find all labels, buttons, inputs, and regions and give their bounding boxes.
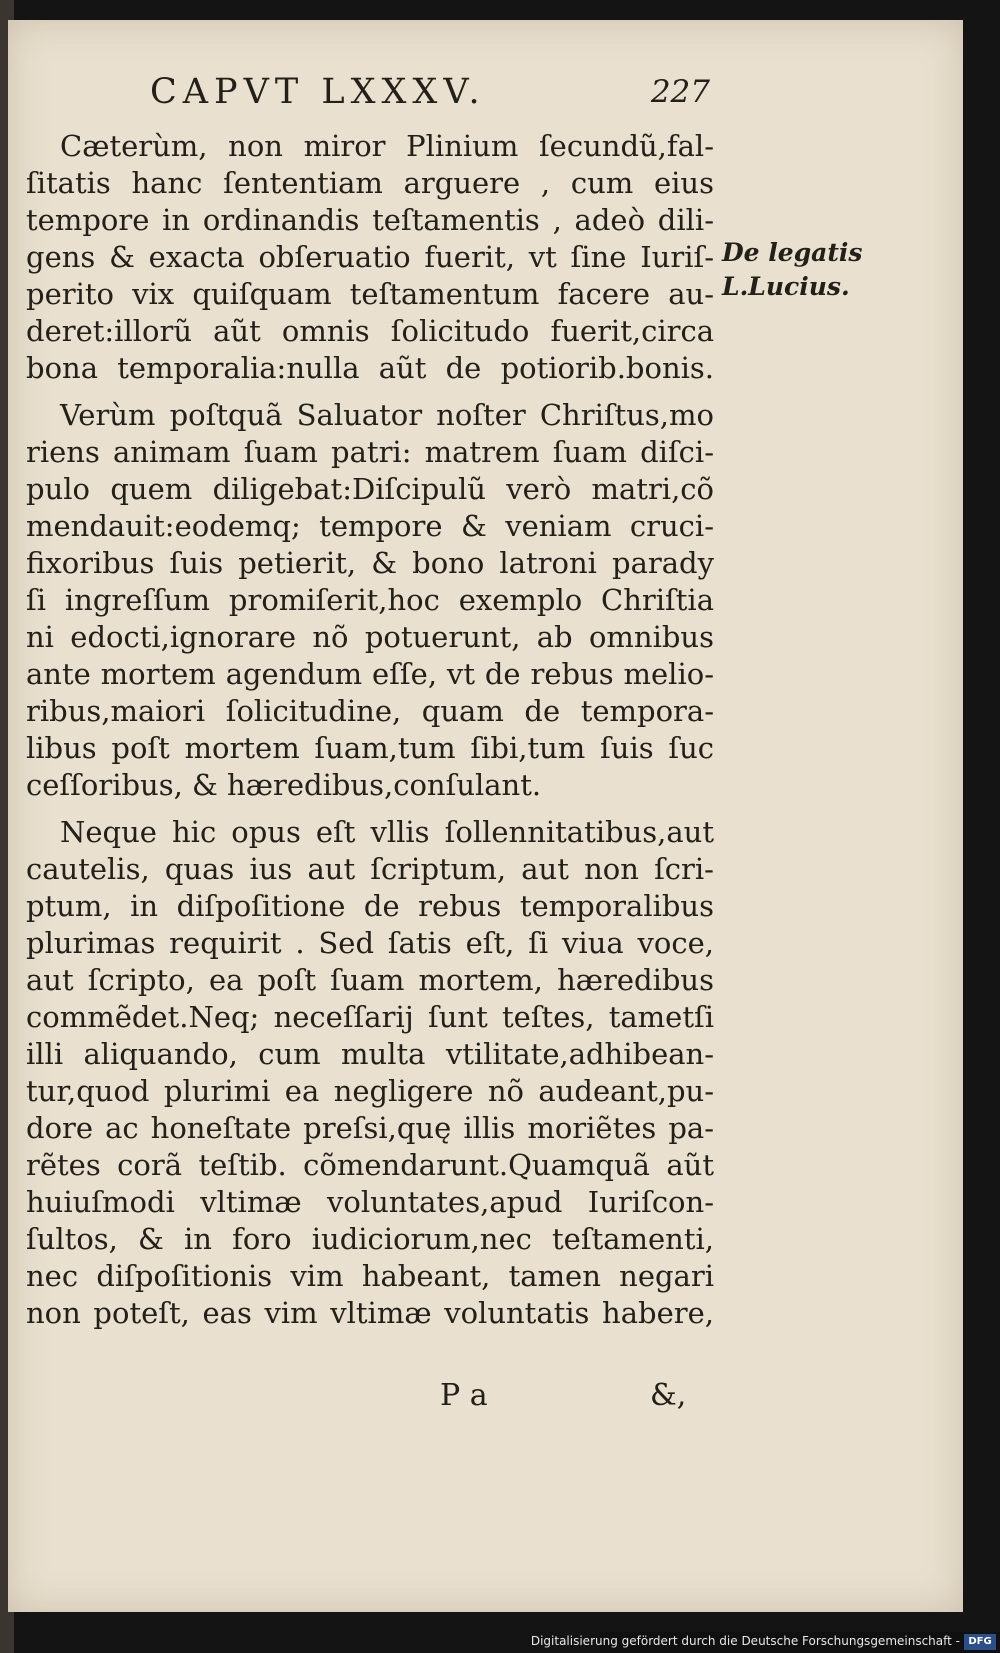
- text-line: commẽdet.Neq; neceſſarij ſunt teſtes, tametſi: [26, 1000, 714, 1034]
- text-line: ſultos, & in foro iudiciorum,nec teſtamenti,: [26, 1222, 714, 1256]
- page-header: [150, 72, 710, 122]
- signature-mark: P a: [440, 1378, 488, 1413]
- paragraph-3: [26, 814, 714, 1332]
- text-line: Verùm poſtquã Saluator noſter Chriſtus,mo: [60, 398, 714, 432]
- text-line: huiuſmodi vltimæ voluntates,apud Iuriſcon-: [26, 1185, 714, 1219]
- text-line: tempore in ordinandis teſtamentis , adeò dili-: [26, 203, 714, 237]
- marginal-note: [722, 236, 863, 304]
- text-line: gens & exacta obſeruatio fuerit, vt ſine Iuriſ-: [26, 240, 714, 274]
- digitization-credit: Digitalisierung gefördert durch die Deutsche Forschungsgemeinschaft -: [530, 1634, 960, 1648]
- text-line: libus poſt mortem ſuam,tum ſibi,tum ſuis ſuc: [26, 731, 714, 765]
- text-line: ante mortem agendum eſſe, vt de rebus melio-: [26, 657, 714, 691]
- dfg-logo: DFG: [964, 1634, 996, 1650]
- text-line: illi aliquando, cum multa vtilitate,adhibean-: [26, 1037, 714, 1071]
- text-line: ſitatis hanc ſententiam arguere , cum eius: [26, 166, 714, 200]
- text-line: fixoribus ſuis petierit, & bono latroni parady: [26, 546, 714, 580]
- text-line: ſi ingreſſum promiſerit,hoc exemplo Chriſtia: [26, 583, 714, 617]
- text-line: non poteſt, eas vim vltimæ voluntatis habere,: [26, 1296, 714, 1330]
- text-line: tur,quod plurimi ea negligere nõ audeant,pu-: [26, 1074, 714, 1108]
- marginal-note-line: De legatis: [722, 238, 863, 267]
- text-line: perito vix quiſquam teſtamentum facere au-: [26, 277, 714, 311]
- text-line: Neque hic opus eſt vllis ſollennitatibus,aut: [60, 815, 714, 849]
- text-line: riens animam ſuam patri: matrem ſuam diſci-: [26, 435, 714, 469]
- text-line: ceſſoribus, & hæredibus,conſulant.: [26, 768, 542, 802]
- text-line: Cæterùm, non miror Plinium ſecundũ,fal-: [60, 129, 714, 163]
- body-text: [26, 128, 714, 1332]
- text-line: dore ac honeſtate preſsi,quę illis moriẽtes pa-: [26, 1111, 714, 1145]
- text-line: pulo quem diligebat:Diſcipulũ verò matri,cõ: [26, 472, 714, 506]
- page-number: 227: [650, 74, 710, 110]
- text-line: bona temporalia:nulla aũt de potiorib.bonis.: [26, 351, 714, 385]
- text-line: nec diſpoſitionis vim habeant, tamen negari: [26, 1259, 714, 1293]
- text-line: deret:illorũ aũt omnis ſolicitudo fuerit,circa: [26, 314, 714, 348]
- text-line: cautelis, quas ius aut ſcriptum, aut non ſcri-: [26, 852, 714, 886]
- text-line: mendauit:eodemq; tempore & veniam cruci-: [26, 509, 714, 543]
- text-line: plurimas requirit . Sed ſatis eſt, ſi viua voce,: [26, 926, 714, 960]
- text-line: ribus,maiori ſolicitudine, quam de tempora-: [26, 694, 714, 728]
- marginal-note-line: L.Lucius.: [722, 272, 850, 301]
- running-title: CAPVT LXXXV.: [150, 72, 486, 112]
- paragraph-1: [26, 128, 714, 387]
- text-line: rẽtes corã teſtib. cõmendarunt.Quamquã aũt: [26, 1148, 714, 1182]
- text-line: aut ſcripto, ea poſt ſuam mortem, hæredibus: [26, 963, 714, 997]
- catchword: &,: [650, 1378, 687, 1413]
- paragraph-2: [26, 397, 714, 804]
- text-line: ptum, in diſpoſitione de rebus temporalibus: [26, 889, 714, 923]
- text-line: ni edocti,ignorare nõ potuerunt, ab omnibus: [26, 620, 714, 654]
